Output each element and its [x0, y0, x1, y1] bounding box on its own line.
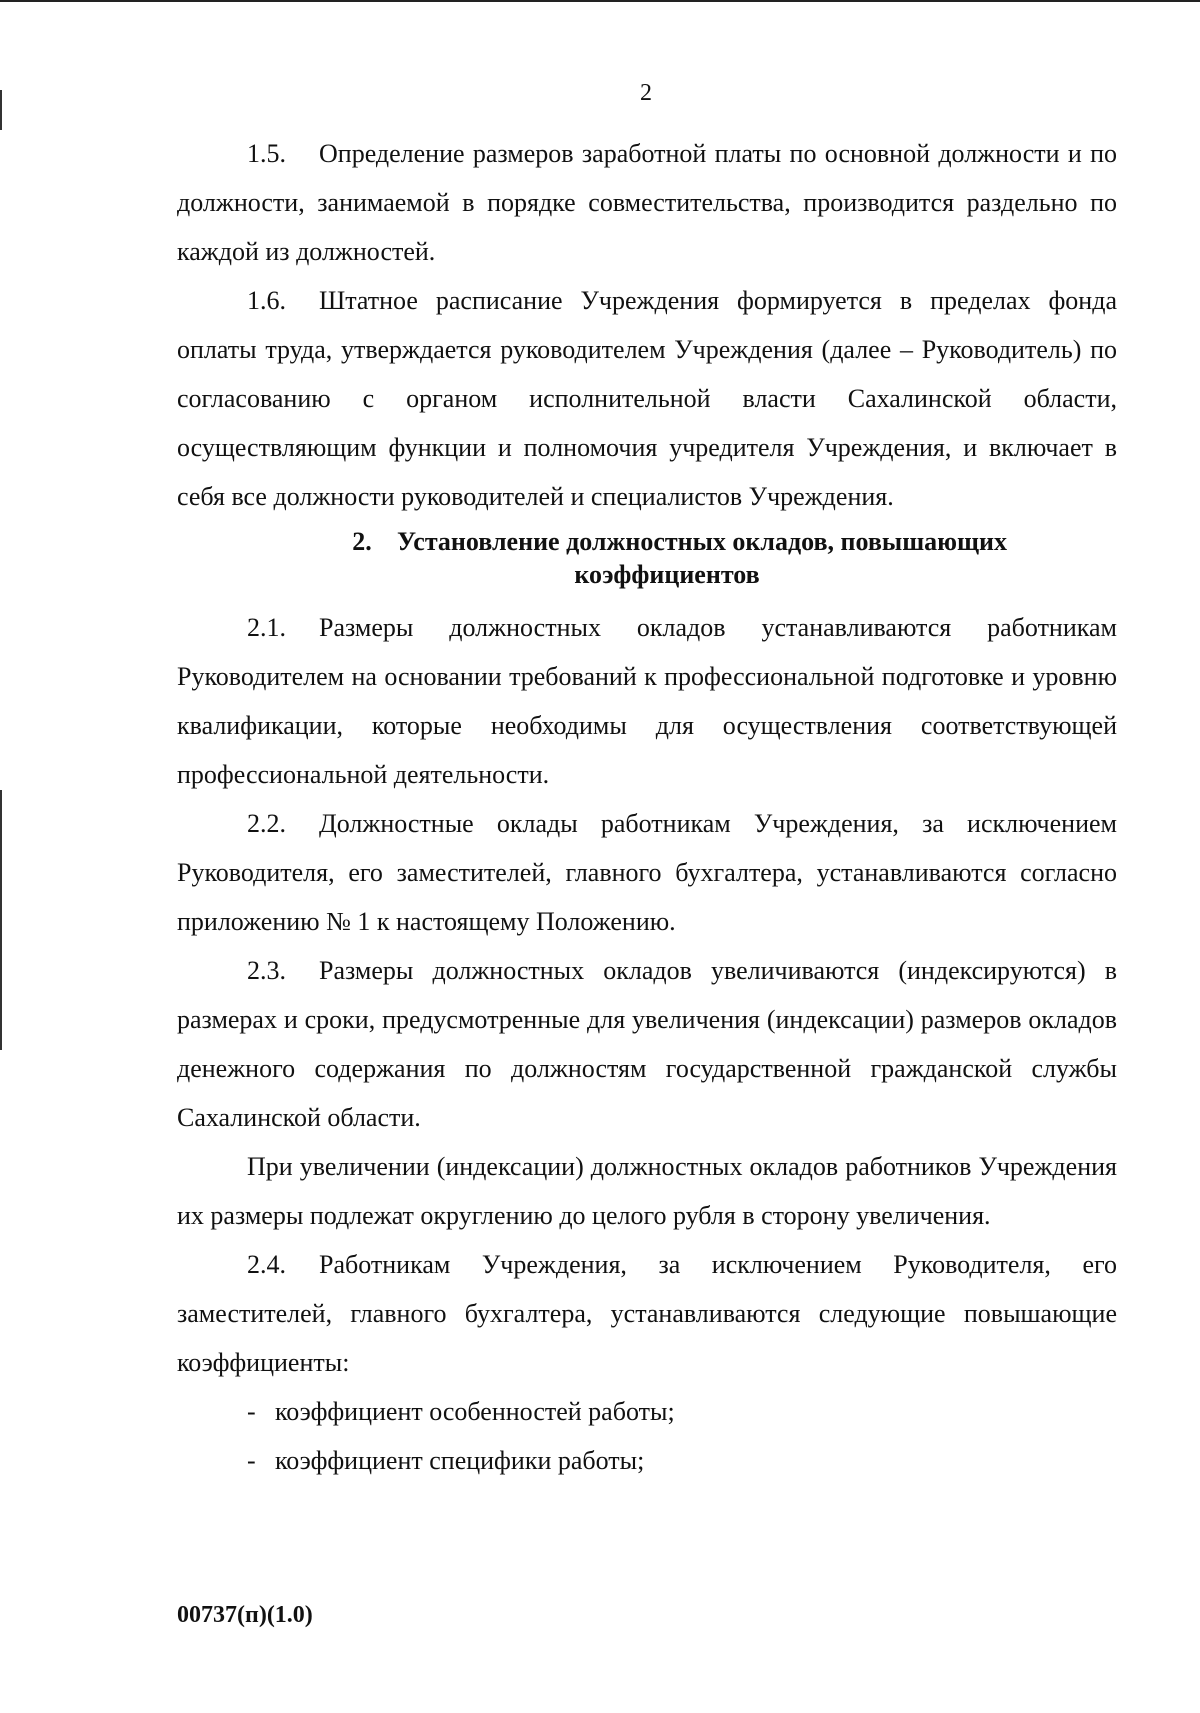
- list-item: [177, 1436, 1117, 1485]
- section-heading-line-2: [177, 558, 1117, 591]
- paragraph-1-6: [177, 276, 1117, 521]
- paragraph-text: При увеличении (индексации) должностных окладов работников Учреждения их размеры подлежат округлению до целого рубля в сторону увеличения.: [177, 1152, 1117, 1230]
- paragraph-text: Должностные оклады работникам Учреждения, за исключением Руководителя, его заместителей, главного бухгалтера, устанавливаются согласно приложению № 1 к настоящему Положению.: [177, 809, 1117, 936]
- top-border-line: [0, 0, 1200, 2]
- section-title-line-1: Установление должностных окладов, повышающих: [397, 527, 1007, 556]
- paragraph-text: Размеры должностных окладов увеличиваются (индексируются) в размерах и сроки, предусмотренные для увеличения (индексации) размеров окладов денежного содержания по должностям государственной гражданской службы Сахалинской области.: [177, 956, 1117, 1132]
- paragraph-number: 1.5.: [247, 139, 286, 168]
- paragraph-number: 2.3.: [247, 956, 286, 985]
- paragraph-2-3: [177, 946, 1117, 1142]
- paragraph-number: 2.1.: [247, 613, 286, 642]
- paragraph-text: Работникам Учреждения, за исключением Руководителя, его заместителей, главного бухгалтера, устанавливаются следующие повышающие коэффициенты:: [177, 1250, 1117, 1377]
- document-code: 00737(п)(1.0): [177, 1602, 313, 1628]
- list-item: [177, 1387, 1117, 1436]
- section-number: 2.: [352, 527, 372, 556]
- paragraph-1-5: [177, 129, 1117, 276]
- section-heading-line-1: [177, 525, 1117, 558]
- list-dash: -: [247, 1446, 256, 1475]
- paragraph-text: Штатное расписание Учреждения формируется в пределах фонда оплаты труда, утверждается руководителем Учреждения (далее – Руководитель) по согласованию с органом исполнительной власти Сахалинской области, осуществляющим функции и полномочия учредителя Учреждения, и включает в себя все должности руководителей и специалистов Учреждения.: [177, 286, 1117, 511]
- paragraph-number: 2.2.: [247, 809, 286, 838]
- section-heading: [177, 525, 1117, 591]
- list-dash: -: [247, 1397, 256, 1426]
- scan-edge-mark: [0, 790, 2, 1050]
- paragraph-number: 2.4.: [247, 1250, 286, 1279]
- list-item-text: коэффициент специфики работы;: [275, 1446, 645, 1475]
- paragraph-text: Размеры должностных окладов устанавливаются работникам Руководителем на основании требований к профессиональной подготовке и уровню квалификации, которые необходимы для осуществления соответствующей профессиональной деятельности.: [177, 613, 1117, 789]
- page-number: 2: [640, 80, 652, 106]
- paragraph-text: Определение размеров заработной платы по основной должности и по должности, занимаемой в порядке совместительства, производится раздельно по каждой из должностей.: [177, 139, 1117, 266]
- paragraph-2-4: [177, 1240, 1117, 1387]
- section-title-line-2: коэффициентов: [574, 560, 760, 589]
- list-item-text: коэффициент особенностей работы;: [275, 1397, 675, 1426]
- paragraph-2-1: [177, 603, 1117, 799]
- paragraph-2-2: [177, 799, 1117, 946]
- paragraph-number: 1.6.: [247, 286, 286, 315]
- paragraph-2-3-continued: [177, 1142, 1117, 1240]
- document-body: [177, 129, 1117, 1485]
